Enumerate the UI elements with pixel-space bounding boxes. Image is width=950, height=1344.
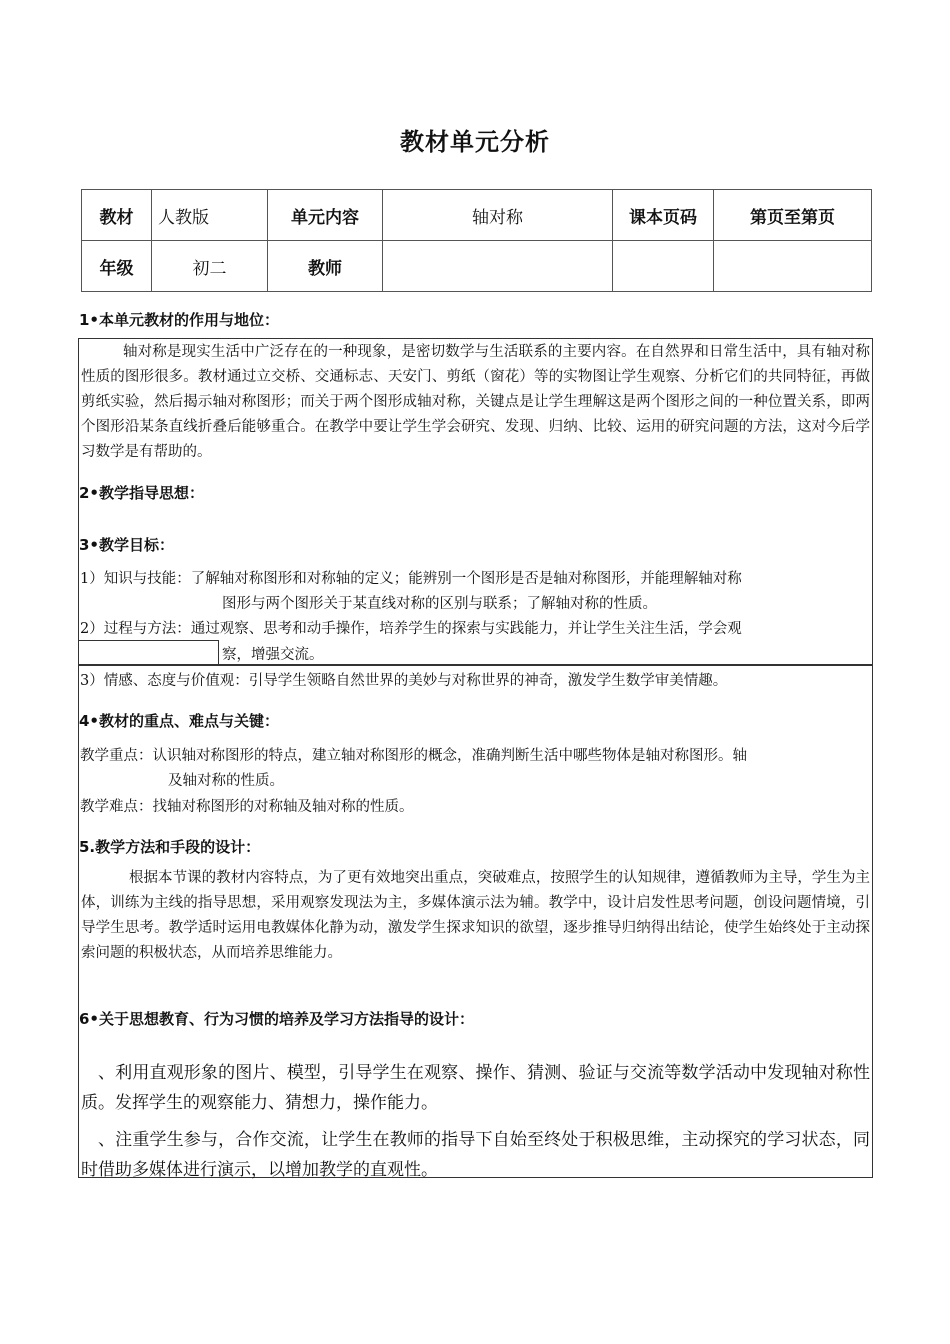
textbook-value: 人教版 bbox=[152, 190, 268, 241]
divider bbox=[78, 640, 218, 641]
teacher-value bbox=[383, 241, 613, 292]
section-5-body: 根据本节课的教材内容特点，为了更有效地突出重点，突破难点，按照学生的认知规律，遵循教师为主导，学生为主体，训练为主线的指导思想，采用观察发现法为主，多媒体演示法为辅。教学中，设计启发性思考问题，创设问题情境，引导学生思考。教学适时运用电教媒体化静为动，激发学生探求知识的欲望，逐步推导归纳得出结论，使学生始终处于主动探索问题的积极状态，从而培养思维能力。 bbox=[81, 870, 870, 961]
goal-2-line-2: 察，增强交流。 bbox=[222, 647, 324, 663]
goal-1-line-1: 1）知识与技能：了解轴对称图形和对称轴的定义；能辨别一个图形是否是轴对称图形，并能理解轴对称 bbox=[80, 571, 742, 587]
page-title: 教材单元分析 bbox=[400, 128, 550, 156]
section-1-heading: 1•本单元教材的作用与地位： bbox=[79, 311, 280, 329]
label-grade: 年级 bbox=[82, 241, 152, 292]
table-row bbox=[82, 190, 872, 241]
empty-cell bbox=[613, 241, 714, 292]
pages-value: 第页至第页 bbox=[714, 190, 872, 241]
section-1-body: 轴对称是现实生活中广泛存在的一种现象，是密切数学与生活联系的主要内容。在自然界和日常生活中，具有轴对称性质的图形很多。教材通过立交桥、交通标志、天安门、剪纸（窗花）等的实物图让学生观察、分析它们的共同特征，再做剪纸实验，然后揭示轴对称图形；而关于两个图形成轴对称，关键点是让学生理解这是两个图形之间的一种位置关系，即两个图形沿某条直线折叠后能够重合。在教学中要让学生学会研究、发现、归纳、比较、运用的研究问题的方法，这对今后学习数学是有帮助的。 bbox=[81, 344, 870, 460]
table-row bbox=[82, 241, 872, 292]
empty-cell bbox=[714, 241, 872, 292]
label-unit: 单元内容 bbox=[268, 190, 383, 241]
section-5-heading: 5.教学方法和手段的设计： bbox=[79, 838, 261, 856]
divider bbox=[218, 640, 219, 665]
info-table bbox=[81, 189, 872, 292]
difficulty-point: 教学难点：找轴对称图形的对称轴及轴对称的性质。 bbox=[80, 799, 414, 815]
label-textbook: 教材 bbox=[82, 190, 152, 241]
key-point-line-1: 教学重点：认识轴对称图形的特点，建立轴对称图形的概念，准确判断生活中哪些物体是轴对称图形。轴 bbox=[80, 748, 747, 764]
goal-3: 3）情感、态度与价值观：引导学生领略自然世界的美妙与对称世界的神奇，激发学生数学审美情趣。 bbox=[80, 673, 728, 689]
label-pages: 课本页码 bbox=[613, 190, 714, 241]
section-4-heading: 4•教材的重点、难点与关键： bbox=[79, 712, 280, 730]
section-6-paragraph-1: 、利用直观形象的图片、模型，引导学生在观察、操作、猜测、验证与交流等数学活动中发现轴对称性质。发挥学生的观察能力、猜想力，操作能力。 bbox=[81, 1063, 870, 1113]
goal-1-line-2: 图形与两个图形关于某直线对称的区别与联系；了解轴对称的性质。 bbox=[222, 596, 657, 612]
section-6-paragraph-2: 、注重学生参与，合作交流，让学生在教师的指导下自始至终处于积极思维，主动探究的学习状态，同时借助多媒体进行演示，以增加教学的直观性。 bbox=[81, 1130, 870, 1180]
section-2-heading: 2•教学指导思想： bbox=[79, 484, 205, 502]
goal-2-line-1: 2）过程与方法：通过观察、思考和动手操作，培养学生的探索与实践能力，并让学生关注生活，学会观 bbox=[80, 621, 742, 637]
unit-value: 轴对称 bbox=[383, 190, 613, 241]
label-teacher: 教师 bbox=[268, 241, 383, 292]
section-6-heading: 6•关于思想教育、行为习惯的培养及学习方法指导的设计： bbox=[79, 1010, 475, 1028]
section-3-heading: 3•教学目标： bbox=[79, 536, 175, 554]
key-point-line-2: 及轴对称的性质。 bbox=[168, 773, 284, 789]
grade-value: 初二 bbox=[152, 241, 268, 292]
